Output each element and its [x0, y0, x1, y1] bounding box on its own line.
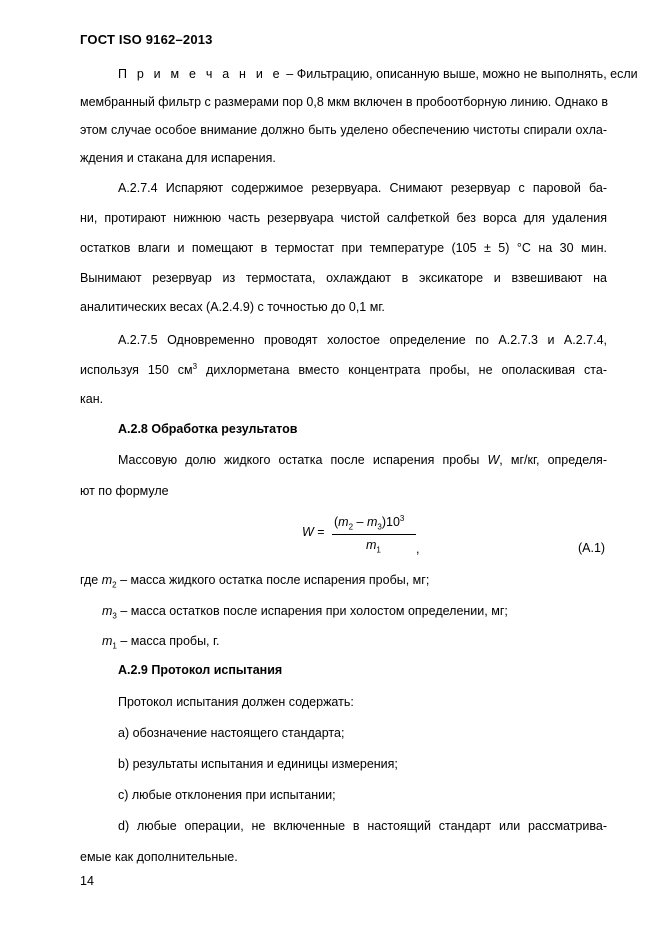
- protocol-item-b: b) результаты испытания и единицы измерения;: [118, 757, 398, 771]
- protocol-intro: Протокол испытания должен содержать:: [118, 695, 354, 709]
- para-274-line-5: аналитических весах (А.2.4.9) с точностью до 0,1 мг.: [80, 300, 385, 314]
- formula-denominator: $m_1$: [366, 538, 381, 555]
- where-item-1: где $m_2$ – масса жидкого остатка после испарения пробы, мг;: [80, 573, 430, 590]
- para-274-line-2: ни, протирают нижнюю часть резервуара чистой салфеткой без ворса для удаления: [80, 211, 607, 225]
- formula-numerator: $(m_2 - m_3)10^3$: [334, 513, 405, 532]
- para-275-line-1: А.2.7.5 Одновременно проводят холостое определение по А.2.7.3 и А.2.7.4,: [118, 333, 607, 347]
- note-line-2: мембранный фильтр с размерами пор 0,8 мкм включен в пробоотборную линию. Однако в: [80, 95, 608, 109]
- where-item-2: $m_3$ – масса остатков после испарения при холостом определении, мг;: [102, 604, 508, 621]
- protocol-item-d: d) любые операции, не включенные в настоящий стандарт или рассматрива-: [118, 819, 607, 833]
- para-274-line-3: остатков влаги и помещают в термостат при температуре (105 ± 5) °C на 30 мин.: [80, 241, 607, 255]
- formula-a1: [302, 512, 432, 558]
- standard-header: ГОСТ ISO 9162–2013: [80, 32, 213, 47]
- page-number: 14: [80, 874, 94, 888]
- section-heading-a29: А.2.9 Протокол испытания: [118, 663, 283, 677]
- section-heading-a28: А.2.8 Обработка результатов: [118, 422, 298, 436]
- note-line-4: ждения и стакана для испарения.: [80, 151, 276, 165]
- para-274-line-4: Вынимают резервуар из термостата, охлаждают в эксикаторе и взвешивают на: [80, 271, 607, 285]
- fraction-bar: [332, 534, 416, 535]
- note-label: П р и м е ч а н и е: [118, 67, 283, 81]
- para-28-line-2: ют по формуле: [80, 484, 169, 498]
- para-275-line-3: кан.: [80, 392, 104, 406]
- protocol-item-a: a) обозначение настоящего стандарта;: [118, 726, 345, 740]
- where-item-3: $m_1$ – масса пробы, г.: [102, 634, 220, 651]
- note-line-1: П р и м е ч а н и е – Фильтрацию, описанную выше, можно не выполнять, если: [118, 67, 638, 81]
- note-line-3: этом случае особое внимание должно быть уделено обеспечению чистоты спирали охла-: [80, 123, 607, 137]
- protocol-item-d-continuation: емые как дополнительные.: [80, 850, 238, 864]
- para-275-line-2: используя 150 $см^3$ дихлорметана вместо концентрата пробы, не ополаскивая ста-: [80, 361, 607, 377]
- protocol-item-c: c) любые отклонения при испытании;: [118, 788, 336, 802]
- formula-lhs: W =: [302, 525, 325, 539]
- para-274-line-1: А.2.7.4 Испаряют содержимое резервуара. Снимают резервуар с паровой ба-: [118, 181, 607, 195]
- formula-comma: ,: [416, 542, 420, 556]
- equation-number: (А.1): [578, 541, 606, 555]
- para-28-line-1: Массовую долю жидкого остатка после испарения пробы W, мг/кг, определя-: [118, 453, 607, 467]
